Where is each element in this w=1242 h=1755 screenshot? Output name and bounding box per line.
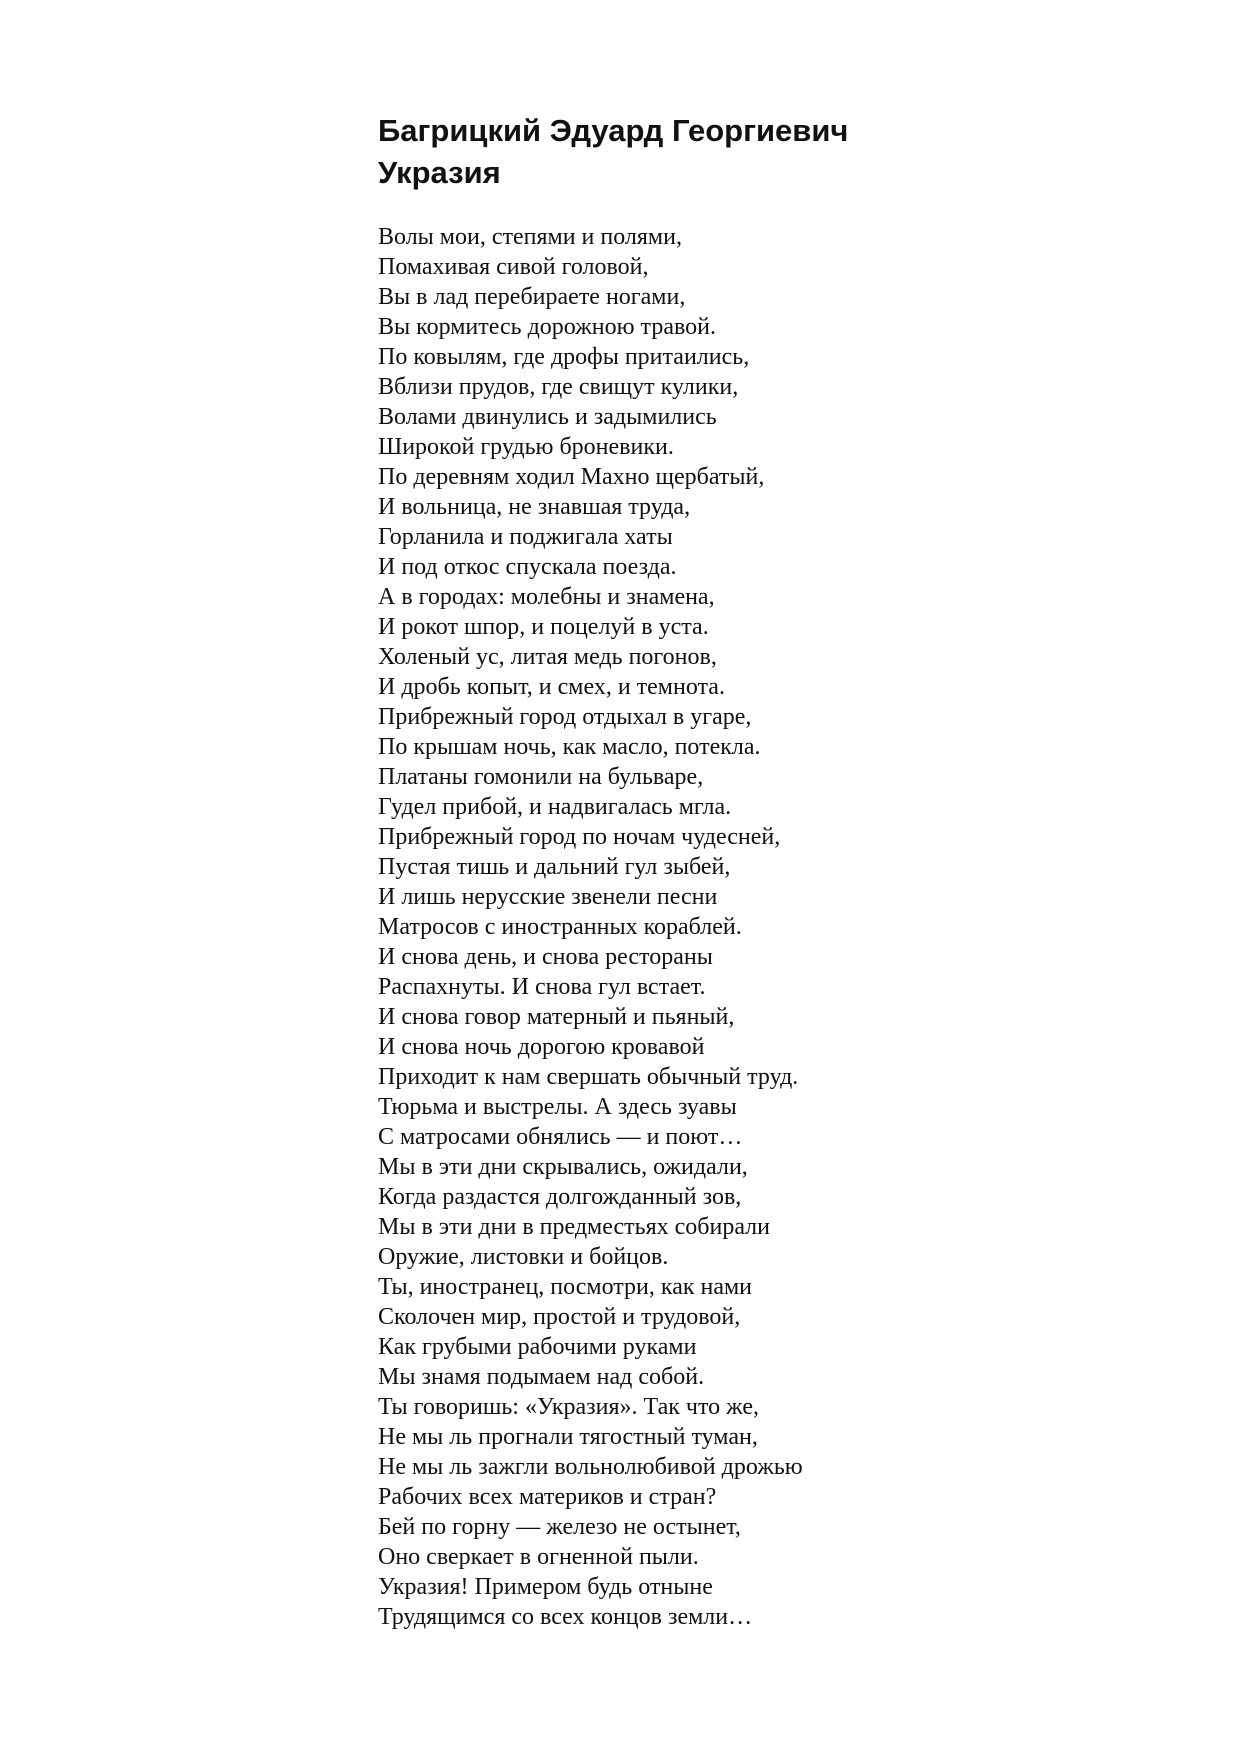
poem-line: Когда раздастся долгожданный зов, (378, 1184, 742, 1210)
poem-line: И дробь копыт, и смех, и темнота. (378, 674, 725, 700)
poem-line: По деревням ходил Махно щербатый, (378, 464, 765, 490)
poem-line: Бей по горну — железо не остынет, (378, 1514, 741, 1540)
poem-line: Платаны гомонили на бульваре, (378, 764, 704, 790)
poem-line: С матросами обнялись — и поют… (378, 1124, 743, 1150)
poem-line: Распахнуты. И снова гул встает. (378, 974, 706, 1000)
poem-line: И снова говор матерный и пьяный, (378, 1004, 735, 1030)
poem-line: Мы в эти дни скрывались, ожидали, (378, 1154, 748, 1180)
poem-title: Укразия (378, 155, 501, 190)
poem-line: И снова день, и снова рестораны (378, 944, 713, 970)
poem-line: Оно сверкает в огненной пыли. (378, 1544, 699, 1570)
poem-line: Мы знамя подымаем над собой. (378, 1364, 705, 1390)
poem-line: Помахивая сивой головой, (378, 254, 649, 280)
poem-line: Рабочих всех материков и стран? (378, 1484, 717, 1510)
poem-line: Трудящимся со всех концов земли… (378, 1604, 753, 1630)
poem-line: Гудел прибой, и надвигалась мгла. (378, 794, 732, 820)
poem-line: Вы кормитесь дорожною травой. (378, 314, 716, 340)
poem-line: По ковылям, где дрофы притаились, (378, 344, 750, 370)
poem-line: Матросов с иностранных кораблей. (378, 914, 742, 940)
poem-line: Вблизи прудов, где свищут кулики, (378, 374, 739, 400)
poem-line: Не мы ль прогнали тягостный туман, (378, 1424, 758, 1450)
author-name: Багрицкий Эдуард Георгиевич (378, 113, 849, 148)
poem-line: Прибрежный город по ночам чудесней, (378, 824, 781, 850)
poem-line: И вольница, не знавшая труда, (378, 494, 691, 520)
poem-line: По крышам ночь, как масло, потекла. (378, 734, 761, 760)
poem-line: Не мы ль зажгли вольнолюбивой дрожью (378, 1454, 803, 1480)
poem-line: Волами двинулись и задымились (378, 404, 717, 430)
poem-line: Сколочен мир, простой и трудовой, (378, 1304, 741, 1330)
poem-line: Оружие, листовки и бойцов. (378, 1244, 669, 1270)
poem-line: Ты, иностранец, посмотри, как нами (378, 1274, 753, 1300)
poem-line: Мы в эти дни в предместьях собирали (378, 1214, 771, 1240)
poem-line: Укразия! Примером будь отныне (378, 1574, 713, 1600)
poem-line: Прибрежный город отдыхал в угаре, (378, 704, 752, 730)
poem-line: И под откос спускала поезда. (378, 554, 677, 580)
poem-line: Горланила и поджигала хаты (378, 524, 673, 550)
poem-line: Волы мои, степями и полями, (378, 224, 682, 250)
poem-line: И рокот шпор, и поцелуй в уста. (378, 614, 709, 640)
poem-line: Приходит к нам свершать обычный труд. (378, 1064, 799, 1090)
document-heading (378, 110, 848, 194)
poem-line: Холеный ус, литая медь погонов, (378, 644, 717, 670)
poem-line: Как грубыми рабочими руками (378, 1334, 697, 1360)
poem-line: Ты говоришь: «Укразия». Так что же, (378, 1394, 760, 1420)
poem-line: Широкой грудью броневики. (378, 434, 674, 460)
poem-line: И снова ночь дорогою кровавой (378, 1034, 705, 1060)
poem-line: А в городах: молебны и знамена, (378, 584, 715, 610)
poem-line: Тюрьма и выстрелы. А здесь зуавы (378, 1094, 737, 1120)
poem-line: Вы в лад перебираете ногами, (378, 284, 686, 310)
poem-line: Пустая тишь и дальний гул зыбей, (378, 854, 731, 880)
poem-body (378, 222, 803, 1632)
poem-line: И лишь нерусские звенели песни (378, 884, 718, 910)
